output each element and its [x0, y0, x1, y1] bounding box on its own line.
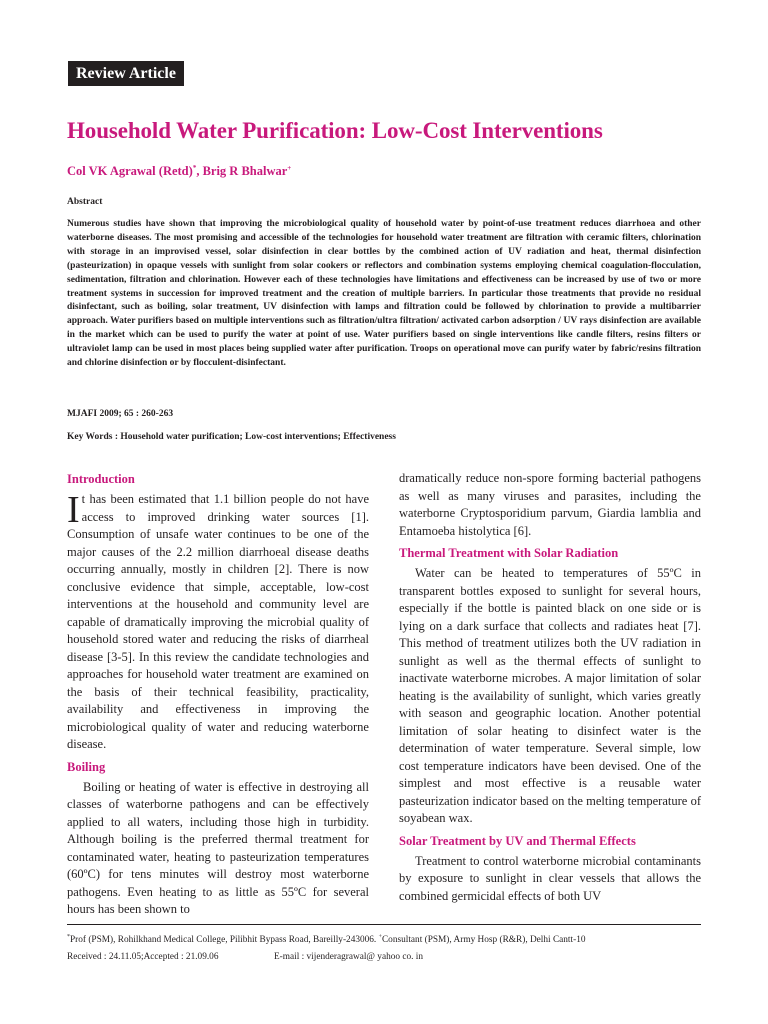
- affiliation-text: Consultant (PSM), Army Hosp (R&R), Delhi Cantt-10: [381, 935, 586, 946]
- author-name: Brig R Bhalwar: [202, 164, 288, 179]
- author-name: Col VK Agrawal (Retd): [67, 164, 193, 179]
- affiliations-footnote: [67, 934, 586, 945]
- introduction-paragraph: [67, 491, 369, 754]
- received-accepted-dates: Received : 24.11.05;Accepted : 21.09.06: [67, 952, 219, 962]
- article-title: Household Water Purification: Low-Cost Interventions: [67, 118, 603, 143]
- body-column-left: [67, 470, 369, 923]
- boiling-paragraph: Boiling or heating of water is effective in destroying all classes of waterborne pathogens and can be effectively applied to all waters, including those high in turbidity. Although boiling is the preferred thermal treatment for contaminated water, heating to pasteurization temperatures (60ºC) for tens minutes will destroy most waterborne pathogens. Even heating to as little as 55ºC for several hours has been shown to: [67, 779, 369, 916]
- footnote-divider: [67, 924, 701, 925]
- abstract-heading: Abstract: [67, 197, 103, 207]
- article-type-badge: Review Article: [68, 61, 184, 86]
- affiliation-text: Prof (PSM), Rohilkhand Medical College, Pilibhit Bypass Road, Bareilly-243006.: [70, 935, 379, 946]
- introduction-text: t has been estimated that 1.1 billion people do not have access to improved drinking water sources [1]. Consumption of unsafe water continues to be one of the major causes of the 2.2 million diarrhoeal disease deaths occurring annually, mostly in children [2]. There is now conclusive evidence that simple, acceptable, low-cost interventions at the household and community level are capable of dramatically improving the microbial quality of household stored water and reducing the risks of diarrheal disease [3-5]. In this review the candidate technologies and approaches for household water treatment are examined on the basis of their technical feasibility, practicality, availability and effectiveness in improving the microbiological quality of water and reducing waterborne disease.: [67, 492, 369, 751]
- keywords: Key Words : Household water purification; Low-cost interventions; Effectiveness: [67, 432, 396, 442]
- contact-email: E-mail : vijenderagrawal@ yahoo co. in: [274, 952, 423, 962]
- section-heading-introduction: Introduction: [67, 472, 135, 486]
- section-heading-solar-uv: Solar Treatment by UV and Thermal Effects: [399, 833, 636, 848]
- section-heading-thermal-treatment: Thermal Treatment with Solar Radiation: [399, 546, 619, 560]
- author-line: [67, 164, 291, 179]
- journal-citation: MJAFI 2009; 65 : 260-263: [67, 409, 174, 419]
- drop-cap: I: [67, 489, 80, 531]
- affiliation-mark: *: [67, 934, 70, 940]
- author-separator: ,: [196, 164, 203, 179]
- affiliation-mark: *: [192, 164, 197, 172]
- boiling-paragraph-continued: dramatically reduce non-spore forming bacterial pathogens as well as many viruses and parasites, including the waterborne Cryptosporidium parvum, Giardia lamblia and Entamoeba histolytica [6].: [399, 471, 701, 538]
- body-column-right: [399, 470, 701, 909]
- solar-uv-paragraph: Treatment to control waterborne microbial contaminants by exposure to sunlight in clear vessels that allows the combined germicidal effects of both UV: [399, 853, 701, 903]
- section-heading-boiling: Boiling: [67, 759, 106, 774]
- affiliation-mark: +: [378, 934, 382, 940]
- thermal-treatment-paragraph: Water can be heated to temperatures of 55ºC in transparent bottles exposed to sunlight for several hours, especially if the bottle is painted black on one side or is lying on a dark surface that collects and radiates heat [7]. This method of treatment utilizes both the UV radiation in sunlight as well as the thermal effects of sunlight to inactivate waterborne microbes. A major limitation of solar heating is the availability of sunlight, which varies greatly with season and geographic location. Another potential limitation of solar heating to disinfect water is the determination of water temperature. Several simple, low cost temperature indicators have been devised. One of the simplest and most effective is a reusable water pasteurization indicator based on the melting temperature of soyabean wax.: [399, 566, 701, 825]
- affiliation-mark: +: [287, 164, 292, 172]
- abstract-text: Numerous studies have shown that improving the microbiological quality of household water by point-of-use treatment reduces diarrhoea and other waterborne diseases. The most promising and accessible of the technologies for household water treatment are filtration with ceramic filters, chlorination with storage in an improvised vessel, solar disinfection in clear bottles by the combined action of UV radiation and heat, thermal disinfection (pasteurization) in opaque vessels with sunlight from solar cookers or reflectors and combination systems employing chemical coagulation-flocculation, sedimentation, filtration and chlorination. However each of these technologies have limitations and effectiveness can be increased by use of two or more treatment systems in succession for improved treatment and the creation of multiple barriers. In particular those treatments that provide no residual disinfectant, such as boiling, solar treatment, UV disinfection with lamps and filtration could be followed by chlorination to provide a multibarrier approach. Water purifiers based on multiple interventions such as filtration/ultra filtration/ activated carbon adsorption / UV rays disinfection are available in the market which can be used to purify the water at point of use. Water purifiers based on single interventions like candle filters, resins filters or ultraviolet lamp can be used in most places being supplied water after purification. Troops on operational move can purify water by fabric/resins filtration and chlorine disinfection or by flocculent-disinfectant.: [67, 219, 701, 369]
